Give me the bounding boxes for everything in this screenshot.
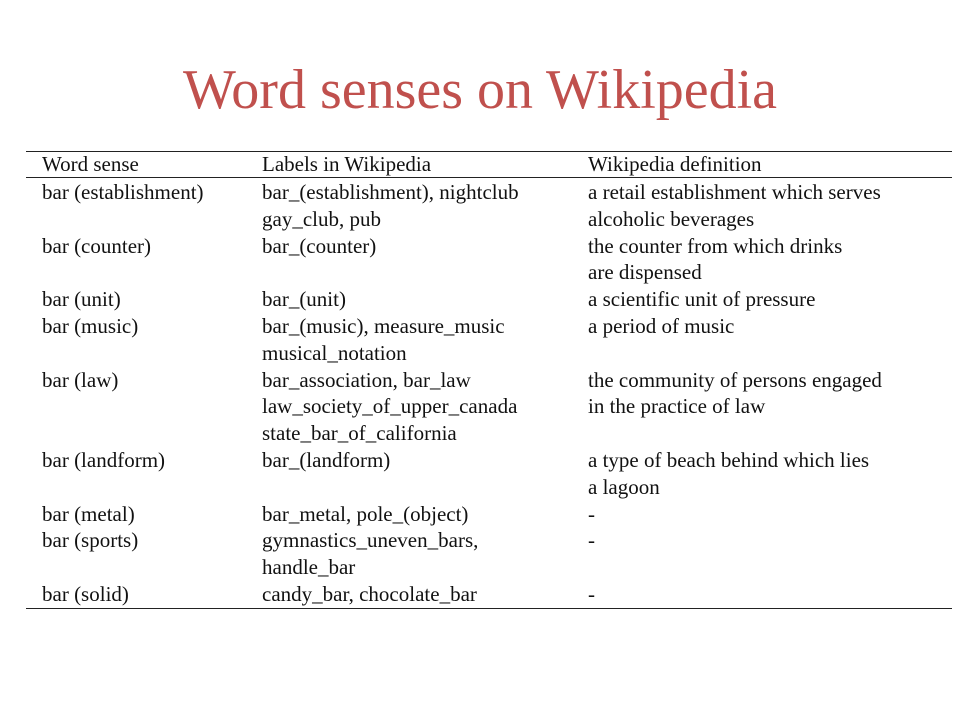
table-row [26,286,952,313]
labels-cell: gymnastics_uneven_bars, handle_bar [262,528,479,580]
word-sense-cell: bar (unit) [42,287,121,312]
definition-cell: a type of beach behind which lies a lagoon [588,447,870,499]
table-row [26,501,952,528]
labels-cell: bar_association, bar_law law_society_of_upper_canada state_bar_of_california [262,367,518,446]
definition-cell: a period of music [588,313,735,338]
table-header [26,152,952,178]
table-row [26,367,952,447]
word-sense-cell: bar (counter) [42,233,152,258]
word-sense-cell: bar (metal) [42,501,135,526]
labels-cell: bar_(unit) [262,287,346,312]
slide-title: Word senses on Wikipedia [182,59,778,121]
word-sense-cell: bar (landform) [42,447,166,472]
word-sense-cell: bar (sports) [42,528,139,553]
labels-cell: bar_metal, pole_(object) [262,501,469,526]
definition-cell: - [588,528,595,553]
table-row [26,313,952,367]
word-sense-cell: bar (solid) [42,581,129,606]
table-body [26,178,952,608]
word-sense-cell: bar (law) [42,367,119,392]
table-row [26,447,952,501]
definition-cell: - [588,581,595,606]
labels-cell: candy_bar, chocolate_bar [262,581,477,606]
labels-cell: bar_(establishment), nightclub gay_club, pub [262,180,519,231]
table-row [26,581,952,608]
definition-cell: the counter from which drinks are dispensed [588,233,843,285]
header-word-sense: Word sense [42,152,139,176]
definition-cell: a scientific unit of pressure [588,287,816,312]
table-row [26,233,952,287]
header-definition: Wikipedia definition [588,152,762,176]
header-labels: Labels in Wikipedia [262,152,432,176]
table-row [26,527,952,581]
definition-cell: the community of persons engaged in the practice of law [588,367,882,419]
labels-cell: bar_(music), measure_music musical_notation [262,313,505,365]
labels-cell: bar_(landform) [262,447,391,472]
word-sense-cell: bar (establishment) [42,180,204,204]
definition-cell: a retail establishment which serves alcoholic beverages [588,180,881,231]
word-senses-table [26,151,952,609]
definition-cell: - [588,501,595,526]
word-sense-cell: bar (music) [42,313,139,338]
table-row [26,179,952,233]
labels-cell: bar_(counter) [262,233,377,258]
